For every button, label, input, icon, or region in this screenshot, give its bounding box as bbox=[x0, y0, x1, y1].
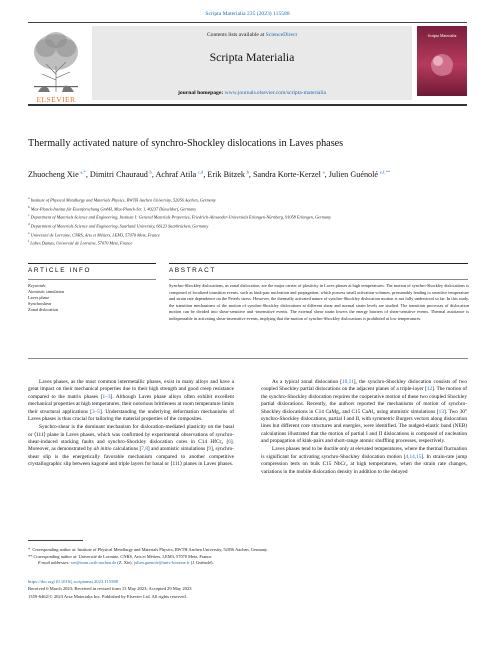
author-separator: , bbox=[248, 169, 253, 179]
keywords-block bbox=[28, 283, 128, 313]
article-info-top-rule bbox=[28, 263, 156, 264]
sciencedirect-link[interactable]: ScienceDirect bbox=[265, 32, 298, 38]
body-text: Synchro-shear is the dominant mechanism for dislocation-mediated plasticity on the basal or ⟨111⟩ plane in Laves phases, which was confirmed by experimental observations of synchro-shear-induced stacking faults and synchro-Shockley dislocation cores in C14 HfCr₂ [ bbox=[28, 424, 234, 446]
abstract-top-rule bbox=[169, 263, 468, 264]
author-separator: , bbox=[85, 169, 90, 179]
keyword-item: Atomistic simulation bbox=[28, 289, 65, 294]
body-text: ]. The motion of the synchro-Shockley dislocation requires the cooperative motion of these two coupled Shockley partial dislocations. Recently, the authors reported the mechanisms of motion of synchro-Shockley dislocations in C14 CaMg₂ and C15 CaAl₂ using atomistic simulations [ bbox=[261, 386, 468, 415]
citation-link[interactable]: 10,11 bbox=[342, 379, 354, 385]
article-history: Received 6 March 2023; Received in revised form 13 May 2023; Accepted 29 May 2023 bbox=[28, 586, 192, 592]
abstract-sub-rule bbox=[169, 279, 468, 280]
keywords-title: Keywords: bbox=[28, 283, 47, 288]
author-name[interactable]: Sandra Korte-Kerzel bbox=[252, 169, 321, 179]
affiliation-mark: a bbox=[28, 196, 30, 200]
citation-link[interactable]: 13 bbox=[438, 408, 444, 415]
author-entry bbox=[28, 170, 90, 179]
email-link-guenole[interactable]: julien.guenole@univ-lorraine.fr bbox=[133, 560, 190, 566]
copyright-line: 1359-6462/© 2023 Acta Materialia Inc. Published by Elsevier Ltd. All rights reserved. bbox=[28, 593, 187, 599]
author-entry bbox=[207, 170, 253, 179]
body-text: As a typical zonal dislocation [ bbox=[272, 379, 343, 385]
affiliation-item bbox=[28, 221, 448, 230]
publisher-wordmark: ELSEVIER bbox=[36, 95, 76, 104]
article-meta bbox=[28, 578, 468, 600]
abstract-text: Synchro-Shockley dislocations, as zonal dislocation, are the major carrier of plasticity in Laves phases at high temperatures. The motion of synchro-Shockley dislocations is composed of localized transition events, such as kink-pair nucleation and propagation, which possess small activation volumes, presumably leading to sensitive temperature and strain rate dependence on the Peierls stress. However, the thermally activated nature of synchro-Shockley dislocation motion is not fully understood so far. In this study, the transition mechanisms of the motion of synchro-Shockley dislocations at different shear and normal strain levels are studied. The transition processes of dislocation motion can be divided into shear-sensitive and -insensitive events. The external shear strain lowers the energy barriers of shear-sensitive events. Thermal assistance is indispensable in activating shear-insensitive events, implying that the motion of synchro-Shockley dislocations is prohibited at low temperatures. bbox=[169, 283, 469, 321]
elsevier-tree-logo-icon[interactable] bbox=[28, 26, 84, 96]
asterisk-mark: * bbox=[28, 547, 33, 552]
masthead bbox=[28, 22, 467, 106]
affiliation-marker[interactable]: c,d bbox=[197, 169, 204, 174]
homepage-link[interactable]: www.journals.elsevier.com/scripta-materialia bbox=[224, 90, 326, 96]
affiliation-item bbox=[28, 204, 448, 213]
footnote-text: Corresponding author at: Université de Lorraine, CNRS, Arts et Métiers, LEM3, 57070 Metz, France. bbox=[33, 553, 213, 559]
body-text: Laves phases, as the most common intermetallic phases, exist in many alloys and have a great impact on their mechanical properties due to their high strength and good creep resistance compared to the matrix phases [ bbox=[28, 379, 234, 400]
affiliation-text: Department of Materials Science and Engineering, Institute I: General Materials Properties, Friedrich-Alexander-Universität Erlangen-Nürnberg, 91058 Erlangen, Germany bbox=[30, 214, 332, 220]
emphasis-text: ab initio bbox=[93, 446, 112, 453]
footnotes bbox=[28, 547, 468, 567]
body-text: ] and atomistic simulations [ bbox=[147, 446, 209, 453]
email-owner: (Z. Xie), bbox=[116, 560, 134, 566]
body-text: ]. In strain-rate jump compression tests on bulk C15 NbCr₂ at high temperatures, when the strain rate changes, variations in the mobile dislocation density in addition to the delayed bbox=[261, 453, 467, 475]
footnote-corresponding-2 bbox=[28, 554, 468, 561]
affiliation-marker[interactable]: b bbox=[246, 169, 249, 174]
citation-link[interactable]: 4,14,15 bbox=[405, 453, 422, 460]
affiliation-text: Max-Planck-Institut für Eisenforschung GmbH, Max-Planck-Str. 1, 40237 Düsseldorf, Germany bbox=[30, 206, 197, 212]
footnote-rule bbox=[28, 540, 83, 541]
affiliation-text: Department of Materials Science and Engineering, Saarland University, 66123 Saarbrücken, Germany bbox=[30, 223, 209, 229]
body-text: ]. Although Laves phase alloys often exhibit excellent mechanical properties at high temperatures, their notorious brittleness at room temperature limits their structural applications [ bbox=[28, 393, 234, 415]
affiliation-marker[interactable]: a,* bbox=[80, 169, 86, 174]
masthead-bottom-rule bbox=[28, 104, 467, 106]
body-text: calculations [ bbox=[111, 446, 142, 453]
masthead-top-rule bbox=[28, 22, 467, 23]
author-name[interactable]: Dimitri Chauraud bbox=[89, 169, 148, 179]
author-separator: , bbox=[324, 169, 329, 179]
author-entry bbox=[156, 170, 208, 179]
cover-art-icon bbox=[427, 48, 457, 82]
affiliation-text: Institute of Physical Metallurgy and Materials Physics, RWTH Aachen University, 52056 Aachen, Germany bbox=[30, 197, 216, 203]
contents-prefix: Contents lists available at bbox=[206, 32, 266, 38]
homepage-label: journal homepage: bbox=[177, 90, 225, 96]
affiliation-mark: f bbox=[28, 239, 30, 244]
body-column-left bbox=[28, 379, 234, 469]
footnote-emails bbox=[28, 560, 468, 567]
author-name[interactable]: Julien Guénolé bbox=[328, 169, 379, 179]
journal-cover-thumbnail[interactable] bbox=[417, 26, 467, 96]
citation-link[interactable]: 1–3 bbox=[102, 393, 111, 400]
email-label: E-mail addresses: bbox=[38, 560, 70, 566]
keyword-item: Zonal dislocation bbox=[28, 307, 58, 312]
citation-link[interactable]: 3–5 bbox=[92, 408, 100, 415]
author-list bbox=[28, 166, 468, 180]
cover-title: Scripta Materialia bbox=[427, 33, 457, 38]
affiliation-list bbox=[28, 195, 448, 247]
doi-link[interactable]: https://doi.org/10.1016/j.scriptamat.2023.115588 bbox=[28, 579, 118, 584]
article-info-sub-rule bbox=[28, 279, 156, 280]
affiliation-mark: d bbox=[28, 221, 30, 226]
double-asterisk-mark: ** bbox=[28, 553, 34, 559]
author-separator: , bbox=[203, 169, 208, 179]
abstract-bottom-rule bbox=[28, 358, 468, 359]
author-entry bbox=[90, 170, 156, 179]
footnote-text: Corresponding author at: Institute of Physical Metallurgy and Materials Physics, RWTH Aachen University, 52056 Aachen, Germany. bbox=[32, 547, 268, 552]
affiliation-item bbox=[28, 212, 448, 221]
footnote-corresponding-1 bbox=[28, 547, 468, 554]
masthead-band bbox=[92, 26, 412, 100]
body-text: ]. Understanding the underlying deformation mechanisms of Laves phases is thus crucial for tailoring the material properties of the composites. bbox=[28, 408, 234, 423]
article-title: Thermally activated nature of synchro-Shockley dislocations in Laves phases bbox=[28, 138, 344, 149]
author-entry bbox=[253, 170, 329, 179]
journal-title: Scripta Materialia bbox=[209, 50, 295, 64]
affiliation-marker[interactable]: e,f,** bbox=[379, 169, 391, 174]
contents-available-line bbox=[92, 32, 412, 38]
affiliation-mark: b bbox=[28, 204, 30, 209]
body-paragraph bbox=[28, 424, 234, 468]
citation-link[interactable]: 12 bbox=[426, 386, 433, 393]
affiliation-marker[interactable]: b bbox=[149, 169, 152, 174]
author-name[interactable]: Achraf Atila bbox=[155, 169, 197, 179]
affiliation-text: Labex Damas, Université de Lorraine, 57070 Metz, France bbox=[30, 240, 133, 246]
affiliation-mark: c bbox=[28, 213, 30, 218]
body-text: ], the synchro-Shockley dislocation consists of two coupled Shockley partial dislocations on the adjacent planes of a triple-layer [ bbox=[261, 379, 467, 393]
body-paragraph bbox=[28, 379, 234, 423]
email-owner: (J. Guénolé). bbox=[189, 560, 214, 566]
author-separator: , bbox=[151, 169, 156, 179]
affiliation-text: Université de Lorraine, CNRS, Arts et Métiers, LEM3, 57070 Metz, France bbox=[30, 231, 161, 237]
affiliation-item bbox=[28, 230, 448, 239]
body-paragraph bbox=[261, 446, 467, 476]
body-text: Laves phases tend to be ductile only at elevated temperatures, where the thermal fluctuation is significant for activating synchro-Shockley dislocation motion [ bbox=[261, 446, 467, 460]
affiliation-marker[interactable]: a bbox=[322, 169, 325, 174]
body-text: ]. Two 30° synchro-Shockley dislocations, partial I and II, with symmetric Burgers vectors along dislocation lines but different core structures and energies, were identified. The nudged-elastic band (NEB) calculations illustrated that the motion of partial I and II dislocations is composed of nucleation and propagation of kink-pairs and short-range atomic shuffling processes, respectively. bbox=[261, 408, 467, 445]
author-name[interactable]: Zhuocheng Xie bbox=[28, 169, 79, 179]
author-name[interactable]: Erik Bitzek bbox=[207, 169, 245, 179]
keyword-item: Synchroshear bbox=[28, 301, 52, 306]
affiliation-mark: e bbox=[28, 230, 30, 235]
body-text: ], synchro-shear slip is the energetically favorable mechanism compared to another competitive crystallographic slip between kagomé and triple layers for basal or ⟨111⟩ planes in Laves phases. bbox=[28, 446, 234, 468]
author-entry bbox=[329, 170, 390, 179]
journal-homepage-line bbox=[92, 90, 412, 96]
body-text: ]. Moreover, as demonstrated by bbox=[28, 439, 234, 453]
abstract-heading: ABSTRACT bbox=[169, 267, 216, 274]
body-paragraph bbox=[261, 379, 467, 446]
citation-link[interactable]: 6 bbox=[228, 439, 231, 446]
citation-link[interactable]: 7,8 bbox=[141, 446, 148, 453]
body-column-right bbox=[261, 379, 467, 476]
affiliation-item bbox=[28, 195, 448, 204]
article-info-heading: ARTICLE INFO bbox=[28, 267, 92, 274]
journal-reference[interactable]: Scripta Materialia 235 (2023) 115588 bbox=[205, 11, 290, 17]
citation-link[interactable]: 9 bbox=[208, 446, 212, 453]
email-link-xie[interactable]: xie@imm.rwth-aachen.de bbox=[70, 560, 117, 566]
affiliation-item bbox=[28, 238, 448, 247]
keyword-item: Laves phase bbox=[28, 295, 50, 300]
